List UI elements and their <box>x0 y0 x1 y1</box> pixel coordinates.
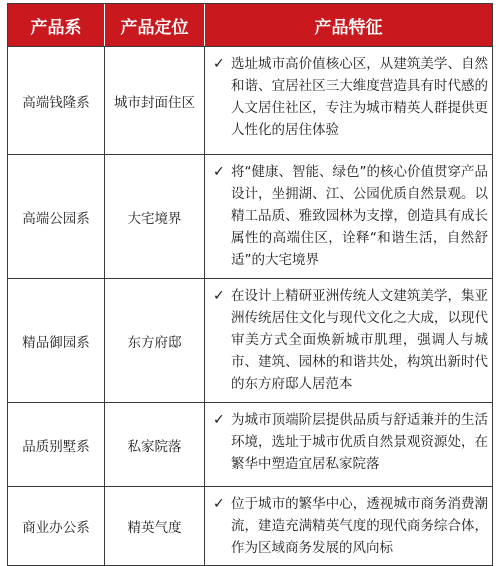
feature-text: 选址城市高价值核心区，从建筑美学、自然和谐、宜居社区三大维度营造具有时代感的人文居住社区，专注为城市精英人群提供更人性化的居住体验 <box>231 56 488 138</box>
positioning-cell: 东方府邸 <box>104 279 204 402</box>
positioning-cell: 私家院落 <box>104 403 204 486</box>
feature-cell <box>204 403 492 486</box>
table-header-row <box>8 4 492 46</box>
table-row <box>8 278 492 402</box>
header-positioning: 产品定位 <box>104 4 204 46</box>
check-icon: ✓ <box>213 412 225 428</box>
series-cell: 高端钱隆系 <box>22 94 90 111</box>
table-row <box>8 486 492 565</box>
feature-cell <box>204 279 492 402</box>
check-icon: ✓ <box>213 56 225 72</box>
table-row <box>8 154 492 278</box>
feature-cell <box>204 487 492 565</box>
series-cell: 精品御园系 <box>22 334 90 351</box>
feature-cell <box>204 47 492 154</box>
table-row <box>8 46 492 154</box>
header-feature: 产品特征 <box>204 4 492 46</box>
check-icon: ✓ <box>213 164 225 180</box>
feature-text: 在设计上精研亚洲传统人文建筑美学，集亚洲传统居住文化与现代文化之大成，以现代审美方式全面焕新城市肌理，强调人与城市、建筑、园林的和谐共处，构筑出新时代的东方府邸人居范本 <box>231 288 488 392</box>
check-icon: ✓ <box>213 496 225 512</box>
feature-text: 为城市顶端阶层提供品质与舒适兼并的生活环境，选址于城市优质自然景观资源处，在繁华中塑造宜居私家院落 <box>231 412 488 472</box>
series-cell: 商业办公系 <box>22 520 90 536</box>
header-series: 产品系 <box>30 17 82 38</box>
feature-text: 位于城市的繁华中心，透视城市商务消费潮流，建造充满精英气度的现代商务综合体，作为区域商务发展的风向标 <box>231 496 488 556</box>
series-cell: 高端公园系 <box>22 210 90 227</box>
series-cell: 品质别墅系 <box>22 438 90 455</box>
check-icon: ✓ <box>213 288 225 304</box>
positioning-cell: 大宅境界 <box>104 155 204 278</box>
table-row <box>8 402 492 486</box>
feature-text: 将“健康、智能、绿色”的核心价值贯穿产品设计，坐拥湖、江、公园优质自然景观。以精工品质、雅致园林为支撑，创造具有成长属性的高端住区，诠释“和谐生活，自然舒适”的大宅境界 <box>231 164 488 268</box>
product-series-table <box>7 3 493 566</box>
positioning-cell: 城市封面住区 <box>104 47 204 154</box>
positioning-cell: 精英气度 <box>104 487 204 565</box>
feature-cell <box>204 155 492 278</box>
